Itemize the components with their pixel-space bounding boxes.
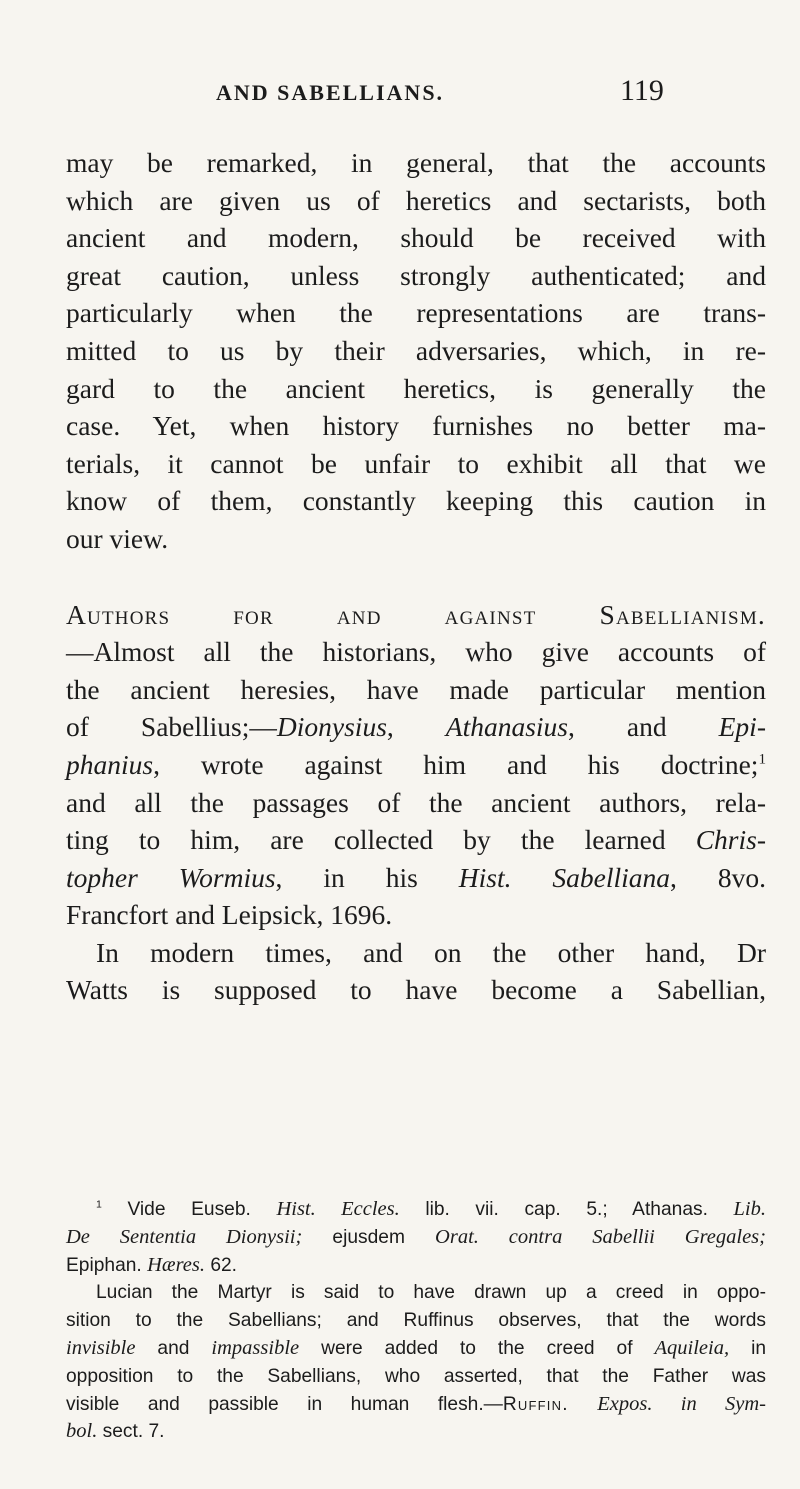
author-name: Dionysius [276,711,387,743]
text-line: may be remarked, in general, that the accounts [66,147,766,178]
text-line: case. Yet, when history furnishes no better ma- [66,410,766,442]
work-title: Expos. in Sym- [597,1392,766,1415]
text-line: Watts is supposed to have become a Sabellian, [66,974,766,1006]
text-line: gard to the ancient heretics, is generally the [66,372,766,404]
text-run: 62. [205,1254,238,1276]
text-line [66,821,766,859]
text-line [66,708,766,746]
emphasis: invisible [66,1336,136,1359]
author-name: Epi- [718,711,766,743]
page-number: 119 [620,74,664,107]
text-run: ejusdem [302,1226,436,1248]
text-line: our view. [66,522,169,554]
book-title: Hist. Sabelliana [458,861,671,893]
text-line: know of them, constantly keeping this caution in [66,485,766,517]
text-run: sect. 7. [97,1421,165,1443]
text-run: , and [568,711,719,743]
footnote-line [66,1335,766,1363]
text-run: , [386,711,446,743]
author-name: Athanasius [445,711,569,743]
running-header [0,74,800,114]
text-line: —Almost all the historians, who give accounts of [66,636,766,668]
footnotes [66,1196,766,1446]
paragraph-2 [66,596,766,934]
text-line [66,746,766,784]
text-line: particularly when the representations are trans- [66,297,766,329]
footnote-1 [66,1196,766,1279]
text-run: of Sabellius;— [66,711,277,743]
text-line: mitted to us by their adversaries, which, in re- [66,334,766,366]
text-run: visible and passible in human flesh.— [66,1393,503,1415]
text-line: terials, it cannot be unfair to exhibit all that we [66,447,766,479]
work-title: Orat. contra Sabellii Gregales; [435,1225,766,1248]
footnote-line [66,1196,766,1224]
footnote-ref: 1 [758,751,766,768]
footnote-2 [66,1279,766,1446]
text-run: , 8vo. [670,861,766,893]
text-run: , in his [275,861,459,893]
text-line [66,859,766,897]
text-run: , wrote against him and his doctrine; [153,748,759,780]
author-name: topher Wormius [66,861,276,893]
emphasis: impassible [211,1336,300,1359]
footnote-line: sition to the Sabellians; and Ruffinus observes, that the words [66,1310,766,1332]
work-title: De Sententia Dionysii; [66,1225,303,1248]
running-title: AND SABELLIANS. [216,80,445,105]
author-name: Ruffin. [502,1393,569,1415]
text-run: ting to him, are collected by the learned [66,824,696,856]
text-run [569,1394,598,1415]
paragraph-3 [66,934,766,1009]
paragraph-1 [66,144,766,558]
text-line: and all the passages of the ancient authors, rela- [66,786,766,818]
footnote-line [66,1391,766,1419]
place-name: Aquileia, [654,1336,730,1359]
text-line: In modern times, and on the other hand, Dr [96,936,766,968]
work-title: bol. [66,1420,98,1443]
footnote-line: Lucian the Martyr is said to have drawn up a creed in oppo- [96,1282,766,1304]
text-line: ancient and modern, should be received with [66,222,766,254]
text-line: Francfort and Leipsick, 1696. [66,899,393,931]
footnote-line [66,1224,766,1252]
work-title: Hist. Eccles. [276,1198,400,1220]
work-title: Hæres. [147,1253,205,1276]
text-line: the ancient heresies, have made particular mention [66,673,766,705]
text-run: and [135,1337,212,1359]
author-name: Chris- [695,824,766,856]
author-name: phanius [66,748,154,780]
section-heading: Authors for and against Sabellianism. [66,598,766,630]
body-text [66,144,766,1009]
footnote-line [66,1418,766,1446]
text-run: in [729,1337,767,1359]
text-run: Vide Euseb. [127,1199,277,1220]
text-line: which are given us of heretics and sectarists, both [66,184,766,216]
work-title: Lib. [733,1198,766,1220]
text-run: were added to the creed of [299,1337,655,1359]
text-run: Epiphan. [66,1254,148,1276]
footnote-line [66,1252,766,1280]
footnote-line: opposition to the Sabellians, who asserted, that the Father was [66,1365,766,1387]
text-run: lib. vii. cap. 5.; Athanas. [399,1199,734,1220]
text-line: great caution, unless strongly authenticated; and [66,259,766,291]
footnote-marker: 1 [96,1198,102,1211]
